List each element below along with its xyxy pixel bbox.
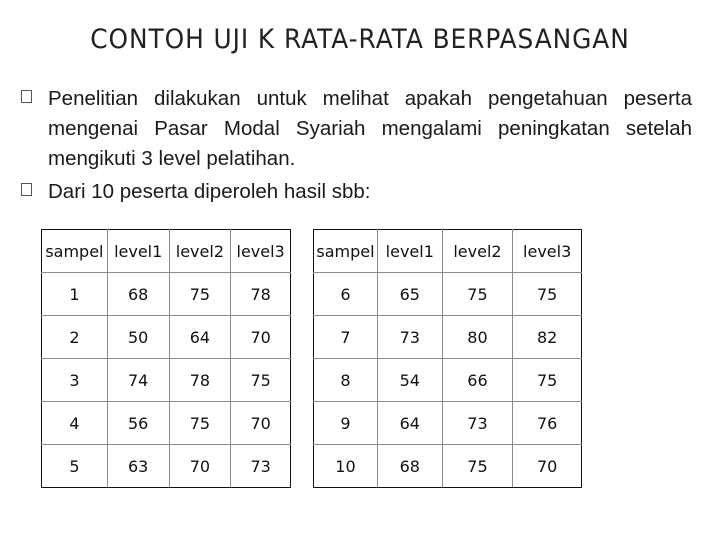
- table-cell: 73: [442, 402, 513, 445]
- bullet-item: [20, 84, 692, 174]
- bullet-text: Penelitian dilakukan untuk melihat apakah pengetahuan peserta mengenai Pasar Modal Syariah mengalami peningkatan setelah mengikuti 3 level pelatihan.: [48, 87, 692, 170]
- table-cell: 7: [314, 316, 378, 359]
- table-cell: 70: [231, 316, 291, 359]
- table-cell: 73: [377, 316, 442, 359]
- table-cell: 65: [377, 273, 442, 316]
- checkbox-square-icon: [21, 90, 32, 103]
- table-cell: 74: [107, 359, 169, 402]
- table-row: [314, 445, 582, 488]
- table-cell: 73: [231, 445, 291, 488]
- table-row: [42, 273, 291, 316]
- table-cell: 75: [442, 273, 513, 316]
- table-cell: 1: [42, 273, 108, 316]
- column-header: sampel: [42, 230, 108, 273]
- table-row: [314, 273, 582, 316]
- table-cell: 78: [231, 273, 291, 316]
- table-cell: 78: [169, 359, 231, 402]
- table-row: [42, 316, 291, 359]
- table-cell: 68: [107, 273, 169, 316]
- table-cell: 9: [314, 402, 378, 445]
- table-header-row: [314, 230, 582, 273]
- data-table-left: [41, 229, 291, 488]
- table-cell: 70: [169, 445, 231, 488]
- table-cell: 5: [42, 445, 108, 488]
- table-cell: 50: [107, 316, 169, 359]
- table-cell: 64: [377, 402, 442, 445]
- table-header-row: [42, 230, 291, 273]
- table-cell: 2: [42, 316, 108, 359]
- table-cell: 4: [42, 402, 108, 445]
- table-cell: 80: [442, 316, 513, 359]
- checkbox-square-icon: [21, 183, 32, 196]
- table-cell: 75: [231, 359, 291, 402]
- table-cell: 75: [513, 273, 582, 316]
- table-row: [42, 402, 291, 445]
- slide-title: CONTOH UJI K RATA-RATA BERPASANGAN: [90, 24, 630, 55]
- column-header: sampel: [314, 230, 378, 273]
- table-cell: 75: [513, 359, 582, 402]
- table-cell: 6: [314, 273, 378, 316]
- table-cell: 56: [107, 402, 169, 445]
- table-cell: 70: [231, 402, 291, 445]
- table-row: [314, 316, 582, 359]
- table-cell: 8: [314, 359, 378, 402]
- column-header: level2: [442, 230, 513, 273]
- table-row: [314, 402, 582, 445]
- table-cell: 64: [169, 316, 231, 359]
- table-cell: 70: [513, 445, 582, 488]
- bullet-item: [20, 177, 692, 207]
- table-cell: 3: [42, 359, 108, 402]
- table-row: [314, 359, 582, 402]
- bullet-list: [20, 84, 692, 210]
- table-cell: 75: [442, 445, 513, 488]
- data-table-right: [313, 229, 582, 488]
- table-cell: 75: [169, 402, 231, 445]
- table-cell: 68: [377, 445, 442, 488]
- table-cell: 66: [442, 359, 513, 402]
- table-cell: 76: [513, 402, 582, 445]
- table-cell: 63: [107, 445, 169, 488]
- column-header: level2: [169, 230, 231, 273]
- table-cell: 10: [314, 445, 378, 488]
- table-cell: 75: [169, 273, 231, 316]
- column-header: level1: [377, 230, 442, 273]
- table-cell: 54: [377, 359, 442, 402]
- table-row: [42, 445, 291, 488]
- column-header: level3: [231, 230, 291, 273]
- bullet-text: Dari 10 peserta diperoleh hasil sbb:: [48, 180, 371, 203]
- column-header: level1: [107, 230, 169, 273]
- table-row: [42, 359, 291, 402]
- column-header: level3: [513, 230, 582, 273]
- table-cell: 82: [513, 316, 582, 359]
